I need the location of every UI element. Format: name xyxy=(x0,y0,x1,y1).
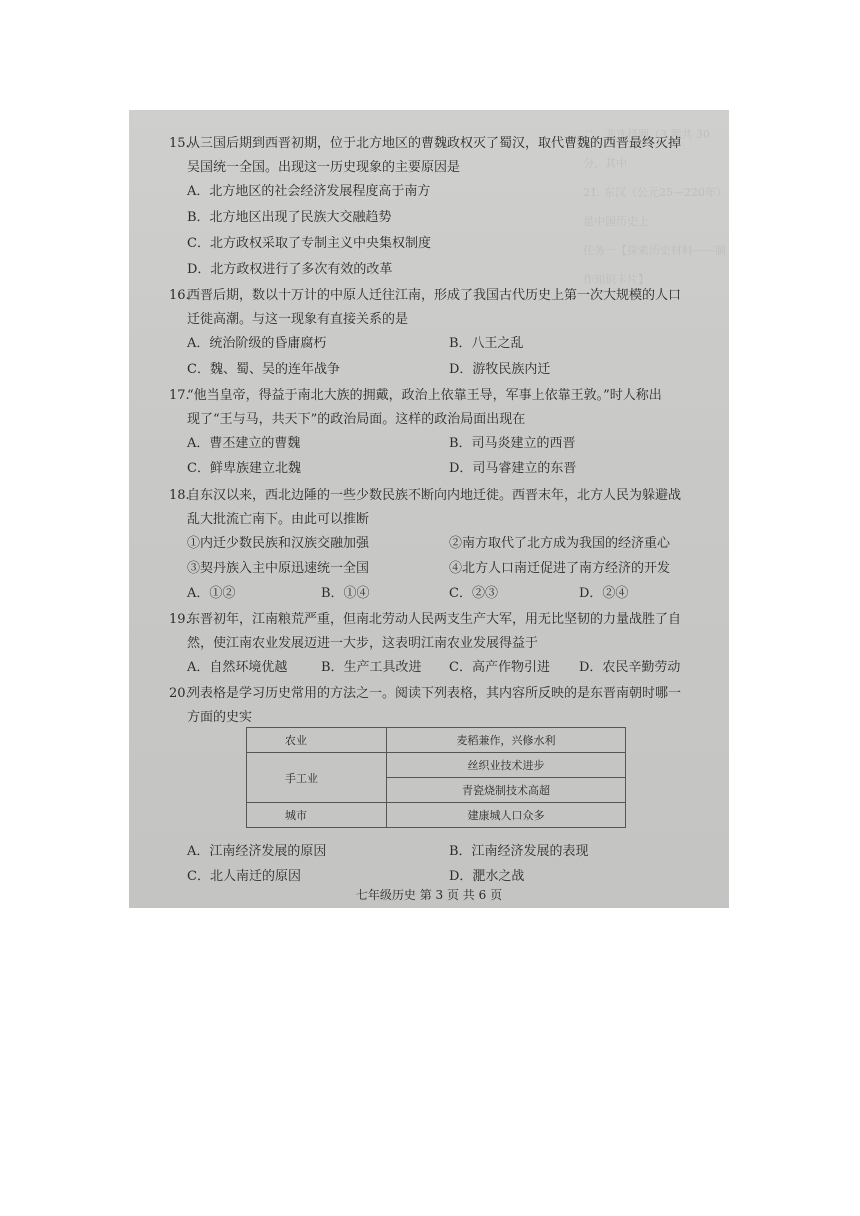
table-row xyxy=(247,753,626,778)
option-c: C．②③ xyxy=(449,586,498,601)
option-d: D．游牧民族内迁 xyxy=(449,362,551,377)
option-a: A．自然环境优越 xyxy=(187,660,288,675)
exam-page-photo xyxy=(129,110,729,908)
table-category: 手工业 xyxy=(247,753,387,803)
history-summary-table xyxy=(246,727,626,828)
option-a: A．①② xyxy=(187,586,236,601)
statement-1: ①内迁少数民族和汉族交融加强 xyxy=(187,536,370,551)
question-stem-line: 迁徙高潮。与这一现象有直接关系的是 xyxy=(187,312,409,327)
option-b: B．北方地区出现了民族大交融趋势 xyxy=(187,210,392,225)
table-value: 麦稻兼作，兴修水利 xyxy=(387,728,626,753)
option-b: B．司马炎建立的西晋 xyxy=(449,436,576,451)
option-a: A．北方地区的社会经济发展程度高于南方 xyxy=(187,184,431,199)
option-b: B．①④ xyxy=(321,586,370,601)
option-c: C．魏、蜀、吴的连年战争 xyxy=(187,362,340,377)
option-d: D．农民辛勤劳动 xyxy=(579,660,681,675)
question-number: 18. xyxy=(169,488,190,503)
question-number: 16. xyxy=(169,288,190,303)
statement-3: ③契丹族入主中原迅速统一全国 xyxy=(187,561,370,576)
question-number: 20. xyxy=(169,686,190,701)
option-a: A．江南经济发展的原因 xyxy=(187,844,327,859)
option-d: D．司马睿建立的东晋 xyxy=(449,461,577,476)
table-value: 建康城人口众多 xyxy=(387,803,626,828)
option-b: B．江南经济发展的表现 xyxy=(449,844,589,859)
option-c: C．高产作物引进 xyxy=(449,660,550,675)
table-value: 丝织业技术进步 xyxy=(387,753,626,778)
option-a: A．曹丕建立的曹魏 xyxy=(187,436,301,451)
question-stem-line: 东晋初年，江南粮荒严重，但南北劳动人民两支生产大军，用无比坚韧的力量战胜了自 xyxy=(187,612,682,627)
question-stem-line: 现了“王与马，共天下”的政治局面。这样的政治局面出现在 xyxy=(187,412,526,427)
table-row xyxy=(247,728,626,753)
statement-4: ④北方人口南迁促进了南方经济的开发 xyxy=(449,561,671,576)
option-c: C．北方政权采取了专制主义中央集权制度 xyxy=(187,236,431,251)
question-number: 15. xyxy=(169,136,190,151)
question-stem-line: 吴国统一全国。出现这一历史现象的主要原因是 xyxy=(187,160,461,175)
table-category: 农业 xyxy=(247,728,387,753)
question-stem-line: 然，使江南农业发展迈进一大步，这表明江南农业发展得益于 xyxy=(187,636,539,651)
option-c: C．北人南迁的原因 xyxy=(187,869,301,884)
table-value: 青瓷烧制技术高超 xyxy=(387,778,626,803)
question-stem-line: “他当皇帝，得益于南北大族的拥戴，政治上依靠王导，军事上依靠王敦。”时人称出 xyxy=(187,388,662,403)
option-d: D．北方政权进行了多次有效的改革 xyxy=(187,262,393,277)
question-stem-line: 西晋后期，数以十万计的中原人迁往江南，形成了我国古代历史上第一次大规模的人口 xyxy=(187,288,682,303)
statement-2: ②南方取代了北方成为我国的经济重心 xyxy=(449,536,671,551)
question-number: 19. xyxy=(169,612,190,627)
table-category: 城市 xyxy=(247,803,387,828)
option-a: A．统治阶级的昏庸腐朽 xyxy=(187,336,327,351)
option-d: D．②④ xyxy=(579,586,629,601)
option-b: B．八王之乱 xyxy=(449,336,524,351)
option-c: C．鲜卑族建立北魏 xyxy=(187,461,301,476)
bleed-through-text: 二、非选择题（3 题共 30 分，其中 21. 东汉（公元25—220年）是中国历史上 任务一【探索历史材料——制作知识卡片】 xyxy=(583,128,727,286)
option-d: D．淝水之战 xyxy=(449,869,525,884)
table-row xyxy=(247,803,626,828)
question-stem-line: 从三国后期到西晋初期，位于北方地区的曹魏政权灭了蜀汉，取代曹魏的西晋最终灭掉 xyxy=(187,136,682,151)
question-stem-line: 列表格是学习历史常用的方法之一。阅读下列表格，其内容所反映的是东晋南朝时哪一 xyxy=(187,686,682,701)
question-stem-line: 乱大批流亡南下。由此可以推断 xyxy=(187,512,370,527)
question-stem-line: 自东汉以来，西北边陲的一些少数民族不断向内地迁徙。西晋末年，北方人民为躲避战 xyxy=(187,488,682,503)
question-number: 17. xyxy=(169,388,190,403)
page-footer: 七年级历史 第 3 页 共 6 页 xyxy=(355,888,503,902)
question-stem-line: 方面的史实 xyxy=(187,710,253,725)
option-b: B．生产工具改进 xyxy=(321,660,422,675)
